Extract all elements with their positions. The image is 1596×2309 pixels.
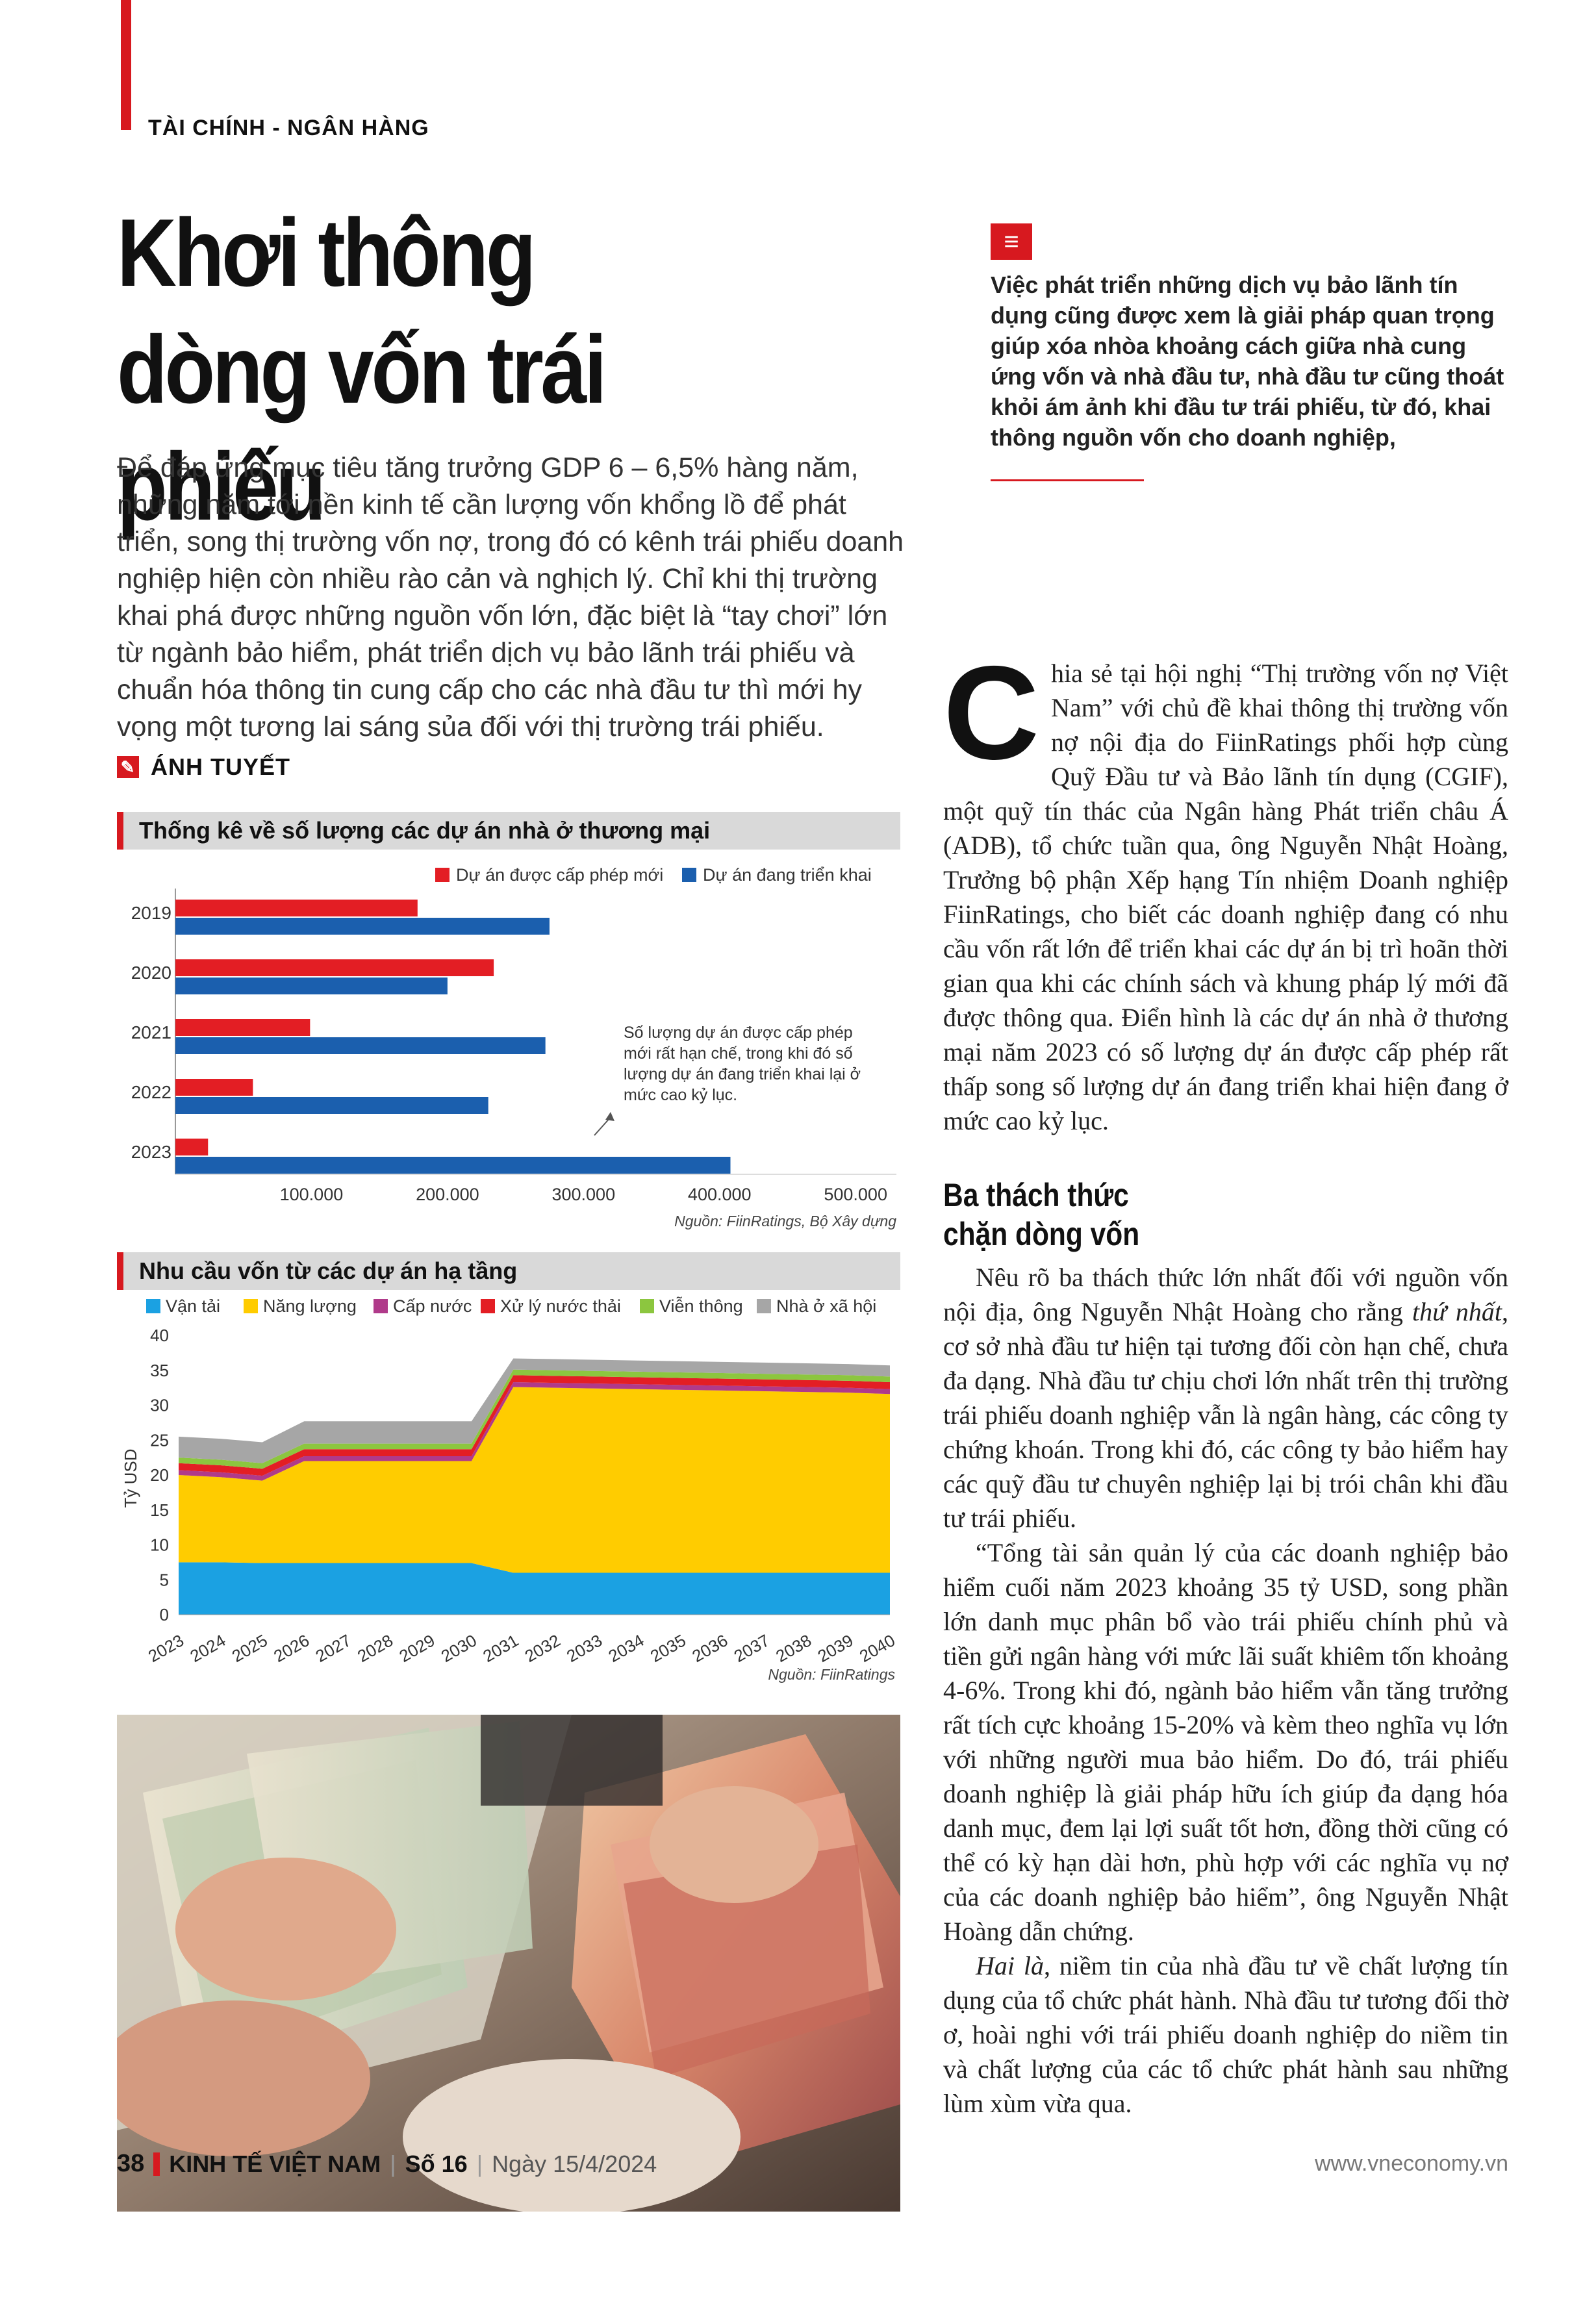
legend-label: Viễn thông — [659, 1296, 743, 1316]
author-byline — [117, 753, 290, 781]
tick-label: 0 — [159, 1605, 169, 1624]
bar — [175, 1079, 253, 1096]
legend-swatch — [481, 1299, 495, 1313]
bar — [175, 1037, 546, 1054]
bar — [175, 978, 448, 994]
issue-number: Số 16 — [405, 2150, 468, 2177]
subheading-line-2: chặn dòng vốn — [943, 1216, 1140, 1252]
drop-cap: C — [943, 638, 1040, 787]
section-label: TÀI CHÍNH - NGÂN HÀNG — [148, 116, 429, 140]
tick-label: 2030 — [437, 1630, 480, 1667]
text-run: , cơ sở nhà đầu tư hiện tại tương đối còn hạn chế, chưa đa dạng. Nhà đầu tư chịu chơi lớn nhất trên thị trường trái phiếu doanh nghiệp vẫn là ngân hàng, các công ty chứng khoán. Trong khi đó, các công ty bảo hiểm hay các quỹ đầu tư chuyên nghiệp lại bị trói chân khi đầu tư trái phiếu. — [943, 1297, 1509, 1533]
legend-swatch — [435, 868, 450, 882]
legend-swatch — [682, 868, 696, 882]
category-label: 2023 — [131, 1142, 171, 1162]
pull-quote: Việc phát triển những dịch vụ bảo lãnh tín dụng cũng được xem là giải pháp quan trọng giúp xóa nhòa khoảng cách giữa nhà cung ứng vốn và nhà đầu tư, nhà đầu tư cũng thoát khỏi ám ảnh khi đầu tư trái phiếu, từ đó, khai thông nguồn vốn cho doanh nghiệp, — [991, 271, 1504, 451]
body-paragraph — [943, 1949, 1508, 2121]
subheading — [943, 1176, 1385, 1254]
tick-label: 2037 — [730, 1630, 773, 1667]
chart1-title-text: Thống kê về số lượng các dự án nhà ở thương mại — [139, 817, 711, 844]
chart1-title-marker — [117, 812, 123, 850]
pen-icon: ✎ — [117, 756, 139, 778]
tick-label: 10 — [150, 1535, 169, 1555]
bar — [175, 1019, 310, 1036]
chart2-title-text: Nhu cầu vốn từ các dự án hạ tầng — [139, 1257, 518, 1284]
page-footer — [117, 2150, 657, 2178]
tick-label: 35 — [150, 1360, 169, 1380]
tick-label: 2025 — [228, 1630, 271, 1667]
footer-separator: | — [390, 2150, 396, 2177]
money-photo — [117, 1715, 900, 2212]
tick-label: 2038 — [772, 1630, 815, 1667]
text-run: , niềm tin của nhà đầu tư về chất lượng tín dụng của tổ chức phát hành. Nhà đầu tư tương đối thờ ơ, hoài nghi với trái phiếu doanh nghiệp do niềm tin và chất lượng của các tổ chức phát hành sau những lùm xùm vừa qua. — [943, 1951, 1508, 2118]
magazine-name: KINH TẾ VIỆT NAM — [169, 2150, 381, 2177]
chart-source: Nguồn: FiinRatings — [768, 1666, 895, 1683]
category-label: 2021 — [131, 1022, 171, 1042]
legend-label: Xử lý nước thải — [500, 1296, 621, 1316]
footer-marker — [153, 2152, 160, 2176]
chart-annotation: Số lượng dự án được cấp phép mới rất hạn chế, trong khi đó số lượng dự án đang triển khai lại ở mức cao kỷ lục. — [624, 1024, 861, 1104]
bar — [175, 1157, 730, 1174]
tick-label: 2026 — [270, 1630, 313, 1667]
quote-divider — [991, 479, 1144, 481]
housing-projects-chart — [117, 850, 900, 1239]
category-label: 2019 — [131, 903, 171, 923]
subheading-line-1: Ba thách thức — [943, 1177, 1129, 1213]
legend-swatch — [146, 1299, 160, 1313]
body-intro — [943, 638, 1508, 1138]
lead-paragraph: Để đáp ứng mục tiêu tăng trưởng GDP 6 – 6,5% hàng năm, những năm tới nền kinh tế cần lượng vốn khổng lồ để phát triển, song thị trường vốn nợ, trong đó có kênh trái phiếu doanh nghiệp hiện còn nhiều rào cản và nghịch lý. Chỉ khi thị trường khai phá được những nguồn vốn lớn, đặc biệt là “tay chơi” lớn từ ngành bảo hiểm, phát triển dịch vụ bảo lãnh trái phiếu và chuẩn hóa thông tin cung cấp cho các nhà đầu tư thì mới hy vọng một tương lai sáng sủa đối với thị trường trái phiếu. — [117, 452, 904, 742]
category-label: 2020 — [131, 963, 171, 983]
bar — [175, 918, 550, 935]
tick-label: 20 — [150, 1465, 169, 1485]
tick-label: 300.000 — [551, 1185, 616, 1204]
tick-label: 2040 — [855, 1630, 898, 1667]
footer-separator: | — [476, 2150, 483, 2177]
legend-swatch — [640, 1299, 654, 1313]
tick-label: 15 — [150, 1500, 169, 1520]
title-line-1: Khơi thông — [117, 199, 534, 307]
bar — [175, 1139, 208, 1155]
tick-label: 2032 — [521, 1630, 564, 1667]
tick-label: 200.000 — [416, 1185, 479, 1204]
tick-label: 2028 — [353, 1630, 397, 1667]
legend-label: Dự án đang triển khai — [703, 865, 872, 885]
issue-date: Ngày 15/4/2024 — [492, 2150, 657, 2177]
bar — [175, 900, 418, 916]
website-url[interactable]: www.vneconomy.vn — [1315, 2151, 1508, 2176]
bar — [175, 959, 494, 976]
tick-label: 2034 — [605, 1630, 648, 1667]
tick-label: 2039 — [814, 1630, 857, 1667]
legend-label: Cấp nước — [393, 1296, 472, 1316]
tick-label: 2023 — [144, 1630, 187, 1667]
area-series — [179, 1387, 890, 1573]
emphasis: Hai là — [976, 1951, 1044, 1980]
legend-swatch — [374, 1299, 388, 1313]
chart2-title — [117, 1252, 900, 1290]
body-main — [943, 1260, 1508, 2121]
body-paragraph: hia sẻ tại hội nghị “Thị trường vốn nợ Việt Nam” với chủ đề khai thông thị trường vốn nợ nội địa do FiinRatings phối hợp cùng Quỹ Đầu tư và Bảo lãnh tín dụng (CGIF), một quỹ tín thác của Ngân hàng Phát triển châu Á (ADB), tổ chức tuần qua, ông Nguyễn Nhật Hoàng, Trưởng bộ phận Xếp hạng Tín nhiệm Doanh nghiệp FiinRatings, cho biết các doanh nghiệp đang có nhu cầu vốn rất lớn để triển khai các dự án bị trì hoãn thời gian qua khi các chính sách và khung pháp lý mới đã được thông qua. Điển hình là các dự án nhà ở thương mại năm 2023 có số lượng dự án được cấp phép rất thấp song số lượng dự án đang triển khai hiện đang ở mức cao kỷ lục. — [943, 659, 1508, 1135]
legend-swatch — [244, 1299, 258, 1313]
text-run: Nêu rõ ba thách thức lớn nhất đối với nguồn vốn nội địa, ông Nguyễn Nhật Hoàng cho rằng — [943, 1263, 1508, 1326]
infrastructure-capital-chart — [117, 1290, 903, 1693]
tick-label: 25 — [150, 1430, 169, 1450]
tick-label: 40 — [150, 1326, 169, 1345]
tick-label: 100.000 — [279, 1185, 344, 1204]
tick-label: 2031 — [479, 1630, 522, 1667]
legend-label: Nhà ở xã hội — [776, 1296, 877, 1316]
title-line-2: dòng vốn trái phiếu — [117, 316, 605, 540]
body-paragraph — [943, 1260, 1508, 1535]
y-axis-label: Tỷ USD — [121, 1448, 140, 1508]
banknotes-illustration — [117, 1715, 900, 2212]
tick-label: 2035 — [646, 1630, 689, 1667]
quote-icon: ≡ — [991, 223, 1032, 260]
legend-label: Dự án được cấp phép mới — [456, 865, 664, 885]
section-marker — [121, 0, 131, 130]
legend-label: Năng lượng — [263, 1296, 357, 1316]
chart-source: Nguồn: FiinRatings, Bộ Xây dựng — [674, 1213, 896, 1230]
tick-label: 2036 — [689, 1630, 731, 1667]
legend-swatch — [757, 1299, 771, 1313]
tick-label: 400.000 — [687, 1185, 752, 1204]
legend-label: Vận tải — [166, 1296, 221, 1316]
chart2-title-marker — [117, 1252, 123, 1290]
tick-label: 2033 — [563, 1630, 606, 1667]
tick-label: 2029 — [396, 1630, 438, 1667]
tick-label: 500.000 — [824, 1185, 887, 1204]
body-paragraph: “Tổng tài sản quản lý của các doanh nghiệp bảo hiểm cuối năm 2023 khoảng 35 tỷ USD, song phần lớn danh mục phân bổ vào trái phiếu chính phủ và tiền gửi ngân hàng với mức lãi suất khiêm tốn khoảng 4-6%. Trong khi đó, ngành bảo hiểm vẫn tăng trưởng rất tích cực khoảng 15-20% và kèm theo nghĩa vụ lớn với những người mua bảo hiểm. Do đó, trái phiếu doanh nghiệp là giải pháp hữu ích giúp đa dạng hóa danh mục, đem lại lợi suất tốt hơn, đồng thời cũng có thể có kỳ hạn dài hơn, phù hợp với các nghĩa vụ nợ của các doanh nghiệp bảo hiểm”, ông Nguyễn Nhật Hoàng dẫn chứng. — [943, 1538, 1508, 1946]
tick-label: 5 — [159, 1570, 169, 1590]
category-label: 2022 — [131, 1082, 171, 1102]
tick-label: 30 — [150, 1395, 169, 1415]
emphasis: thứ nhất — [1412, 1297, 1502, 1326]
bar — [175, 1097, 488, 1114]
tick-label: 2024 — [186, 1630, 229, 1667]
tick-label: 2027 — [312, 1630, 355, 1667]
page-number: 38 — [117, 2150, 145, 2177]
author-name: ÁNH TUYẾT — [151, 753, 290, 780]
chart1-title — [117, 812, 900, 850]
annotation-arrowhead — [605, 1112, 614, 1121]
